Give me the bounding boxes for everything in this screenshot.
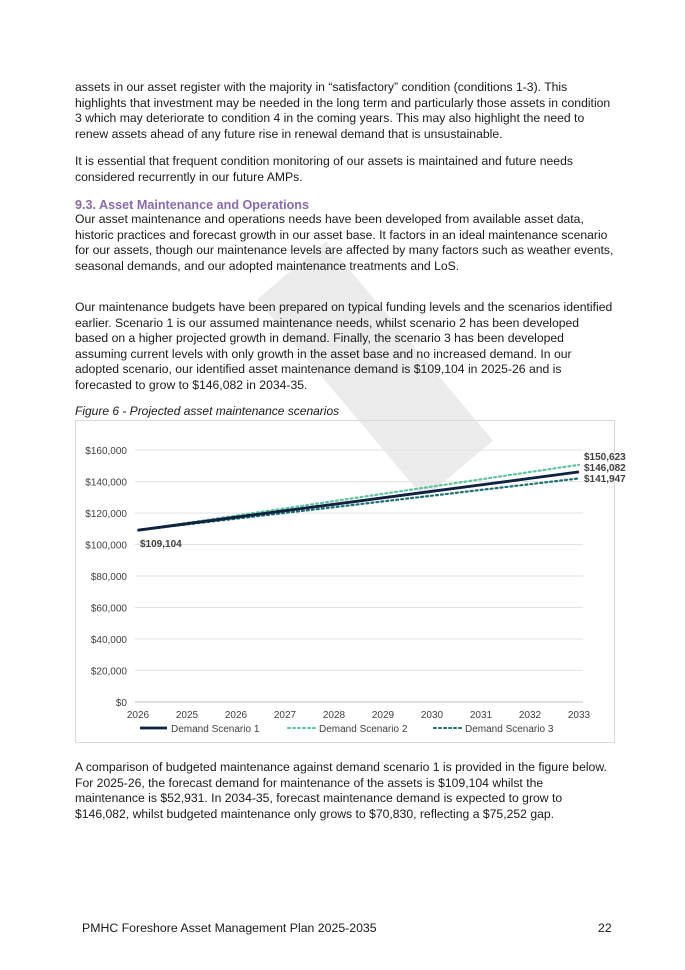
paragraph-condition: assets in our asset register with the majority in “satisfactory” condition (conditions 1-3). This highlights that investment may be needed in the long term and particularly those assets in condition 3 which may deteriorate to condition 4 in the coming years. This may also highlight the need to renew assets ahead of any future rise in renewal demand that is unsustainable.	[75, 80, 611, 141]
data-label: $141,947	[584, 474, 626, 485]
y-tick-label: $60,000	[90, 603, 127, 615]
data-label: $150,623	[584, 452, 626, 463]
x-tick-label: 2026	[224, 710, 248, 721]
y-tick-label: $140,000	[85, 477, 127, 489]
x-tick-label: 2032	[518, 710, 542, 721]
figure-caption: Figure 6 - Projected asset maintenance scenarios	[75, 404, 340, 418]
footer-title: PMHC Foreshore Asset Management Plan 2025-2035	[82, 921, 377, 935]
paragraph-monitoring: It is essential that frequent condition monitoring of our assets is maintained and future needs considered recurrently in our future AMPs.	[75, 154, 573, 184]
legend-label: Demand Scenario 3	[465, 724, 554, 735]
y-tick-label: $160,000	[85, 446, 127, 457]
paragraph-comparison: A comparison of budgeted maintenance against demand scenario 1 is provided in the figure below. For 2025-26, the forecast demand for maintenance of the assets is $109,104 whilst the maintenance is $52,931. In 2034-35, forecast maintenance demand is expected to grow to $146,082, whilst budgeted maintenance only grows to $70,830, reflecting a $75,252 gap.	[75, 760, 607, 821]
paragraph-maintenance-needs: Our asset maintenance and operations needs have been developed from available asset data, historic practices and forecast growth in our asset base. It factors in an ideal maintenance scenario for our assets, though our maintenance levels are affected by many factors such as weather events, seasonal demands, and our adopted maintenance treatments and LoS.	[75, 212, 614, 273]
page-number: 22	[598, 921, 612, 935]
maintenance-scenarios-chart	[75, 420, 626, 743]
y-tick-label: $100,000	[85, 540, 127, 552]
x-tick-label: 2027	[273, 710, 297, 721]
x-tick-label: 2025	[175, 710, 199, 721]
legend-label: Demand Scenario 1	[171, 724, 260, 735]
x-tick-label: 2026	[126, 710, 150, 721]
section-heading: 9.3. Asset Maintenance and Operations	[75, 198, 309, 212]
y-tick-label: $0	[115, 698, 127, 709]
data-label: $146,082	[584, 463, 626, 474]
y-tick-label: $120,000	[85, 509, 127, 520]
x-tick-label: 2031	[469, 710, 493, 721]
paragraph-budgets: Our maintenance budgets have been prepared on typical funding levels and the scenarios identified earlier. Scenario 1 is our assumed maintenance needs, whilst scenario 2 has been developed based on a higher projected growth in demand. Finally, the scenario 3 has been developed assuming current levels with only growth in the asset base and no increased demand. In our adopted scenario, our identified asset maintenance demand is $109,104 in 2025-26 and is forecasted to grow to $146,082 in 2034-35.	[75, 300, 613, 392]
data-label: $109,104	[140, 539, 182, 551]
y-tick-label: $40,000	[90, 635, 127, 646]
x-tick-label: 2033	[567, 710, 591, 721]
chart-svg	[76, 421, 626, 744]
x-tick-label: 2029	[371, 710, 395, 721]
x-tick-label: 2030	[420, 710, 444, 721]
x-tick-label: 2028	[322, 710, 346, 721]
y-tick-label: $20,000	[90, 666, 127, 678]
series-line	[138, 472, 579, 530]
y-tick-label: $80,000	[90, 572, 127, 583]
legend-label: Demand Scenario 2	[319, 724, 408, 735]
